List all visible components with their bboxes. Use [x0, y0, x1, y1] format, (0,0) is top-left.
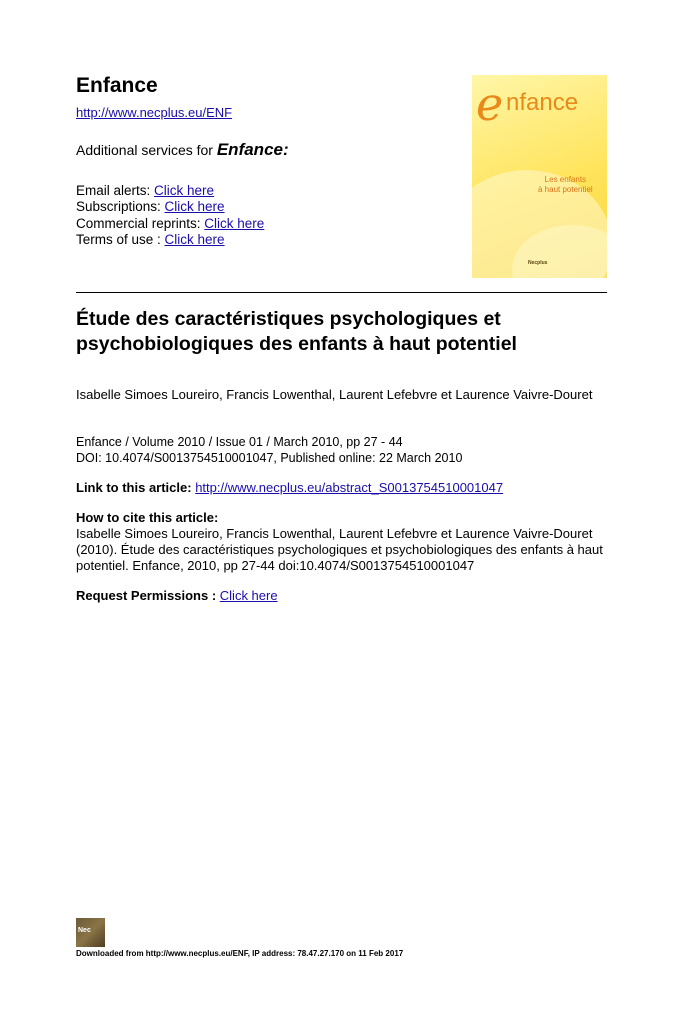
necplus-logo-text: Nec: [78, 927, 91, 934]
link-to-article: [76, 480, 503, 495]
article-title-line: psychobiologiques des enfants à haut potentiel: [76, 333, 517, 355]
service-subscriptions: [76, 199, 264, 215]
request-permissions: [76, 588, 278, 603]
service-label: Email alerts:: [76, 183, 155, 198]
terms-of-use-link[interactable]: Click here: [164, 231, 225, 247]
cover-theme: [538, 175, 593, 195]
service-label: Terms of use :: [76, 231, 165, 247]
additional-services-heading: [76, 140, 289, 160]
request-permissions-label: Request Permissions :: [76, 588, 220, 603]
email-alerts-link[interactable]: Click here: [154, 183, 215, 198]
cover-publisher: Necplus: [528, 260, 548, 266]
commercial-reprints-link[interactable]: Click here: [204, 215, 265, 231]
citation-volume: Enfance / Volume 2010 / Issue 01 / March 2010, pp 27 - 44: [76, 435, 403, 449]
article-title: [76, 307, 606, 357]
service-label: Commercial reprints:: [76, 215, 205, 231]
citation-doi: DOI: 10.4074/S0013754510001047, Published online: 22 March 2010: [76, 450, 463, 465]
how-to-cite-text: Isabelle Simoes Loureiro, Francis Lowenthal, Laurent Lefebvre et Laurence Vaivre-Douret (2010). Étude des caractéristiques psychologiques et psychobiologiques des enfants à haut potentiel. Enfance, 2010, pp 27-44 doi:10.4074/S0013754510001047: [76, 526, 603, 573]
link-to-article-label: Link to this article:: [76, 480, 196, 495]
how-to-cite-heading: How to cite this article:: [76, 510, 219, 525]
journal-title: Enfance: [76, 74, 158, 97]
additional-services-prefix: Additional services for: [76, 142, 217, 158]
cover-theme-line: à haut potentiel: [538, 185, 593, 194]
how-to-cite: [76, 510, 606, 574]
cover-theme-line: Les enfants: [544, 175, 587, 184]
section-divider: [76, 292, 607, 293]
journal-cover-image: [472, 75, 607, 278]
subscriptions-link[interactable]: Click here: [164, 199, 225, 215]
request-permissions-link[interactable]: Click here: [219, 588, 278, 603]
additional-services-journal-name: Enfance:: [216, 140, 289, 159]
cover-logo-name: nfance: [506, 89, 579, 116]
journal-url-link[interactable]: http://www.necplus.eu/ENF: [76, 105, 233, 120]
service-email-alerts: [76, 183, 264, 199]
service-commercial-reprints: [76, 216, 264, 232]
service-label: Subscriptions:: [76, 199, 165, 215]
service-terms-of-use: [76, 232, 264, 248]
article-title-line: Étude des caractéristiques psychologiques et: [76, 308, 501, 330]
necplus-logo: [76, 918, 105, 947]
download-notice: Downloaded from http://www.necplus.eu/ENF, IP address: 78.47.27.170 on 11 Feb 2017: [76, 949, 404, 958]
citation-info: [76, 435, 462, 466]
services-list: [76, 183, 264, 248]
article-abstract-link[interactable]: http://www.necplus.eu/abstract_S0013754510001047: [195, 480, 504, 495]
cover-logo-e: e: [476, 77, 504, 131]
article-authors: Isabelle Simoes Loureiro, Francis Lowenthal, Laurent Lefebvre et Laurence Vaivre-Douret: [76, 387, 593, 402]
